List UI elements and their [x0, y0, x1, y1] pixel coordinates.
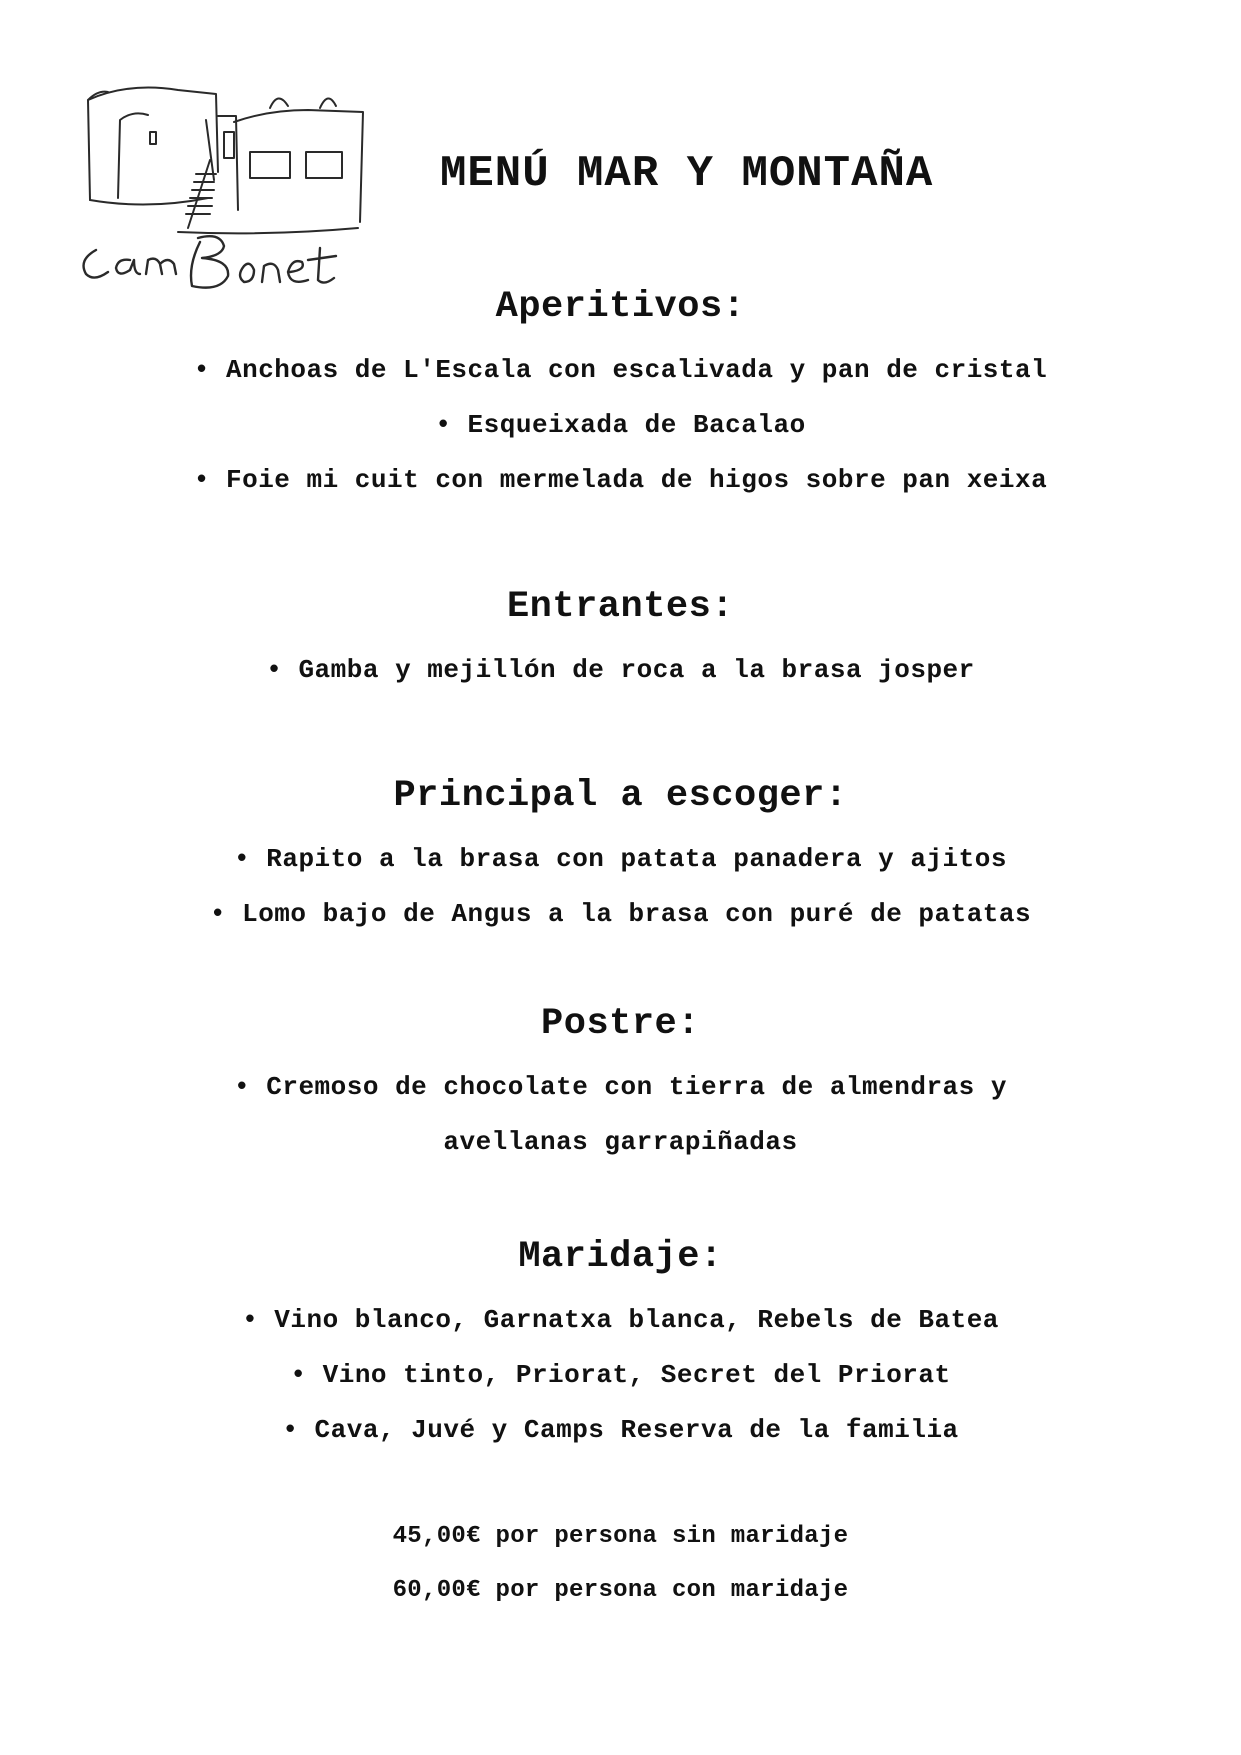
section-title: Aperitivos: — [495, 286, 746, 328]
section-maridaje — [0, 1235, 1241, 1458]
list-item: • Vino blanco, Garnatxa blanca, Rebels de Batea — [0, 1293, 1241, 1348]
list-item: • Cava, Juvé y Camps Reserva de la familia — [0, 1403, 1241, 1458]
section-aperitivos — [0, 285, 1241, 508]
section-entrantes — [0, 585, 1241, 698]
item-list — [0, 832, 1241, 942]
item-list — [191, 1060, 1051, 1170]
item-list — [0, 343, 1241, 508]
list-item: • Lomo bajo de Angus a la brasa con puré de patatas — [0, 887, 1241, 942]
list-item: • Foie mi cuit con mermelada de higos sobre pan xeixa — [0, 453, 1241, 508]
price-block — [0, 1510, 1241, 1618]
restaurant-logo — [38, 60, 428, 305]
section-title: Entrantes: — [506, 586, 735, 628]
section-title: Maridaje: — [518, 1236, 723, 1278]
section-principal — [0, 774, 1241, 942]
section-postre — [0, 1002, 1241, 1170]
list-item: • Rapito a la brasa con patata panadera y ajitos — [0, 832, 1241, 887]
price-without-pairing: 45,00€ por persona sin maridaje — [392, 1523, 849, 1550]
section-title: Principal a escoger: — [393, 775, 848, 817]
item-list — [0, 1293, 1241, 1458]
list-item: • Anchoas de L'Escala con escalivada y pan de cristal — [0, 343, 1241, 398]
section-title: Postre: — [541, 1003, 700, 1045]
list-item: • Gamba y mejillón de roca a la brasa josper — [0, 643, 1241, 698]
list-item: • Cremoso de chocolate con tierra de almendras y avellanas garrapiñadas — [191, 1060, 1051, 1170]
item-list — [0, 643, 1241, 698]
menu-title: MENÚ MAR Y MONTAÑA — [440, 149, 934, 199]
list-item: • Esqueixada de Bacalao — [0, 398, 1241, 453]
list-item: • Vino tinto, Priorat, Secret del Priorat — [0, 1348, 1241, 1403]
price-with-pairing: 60,00€ por persona con maridaje — [392, 1577, 849, 1604]
